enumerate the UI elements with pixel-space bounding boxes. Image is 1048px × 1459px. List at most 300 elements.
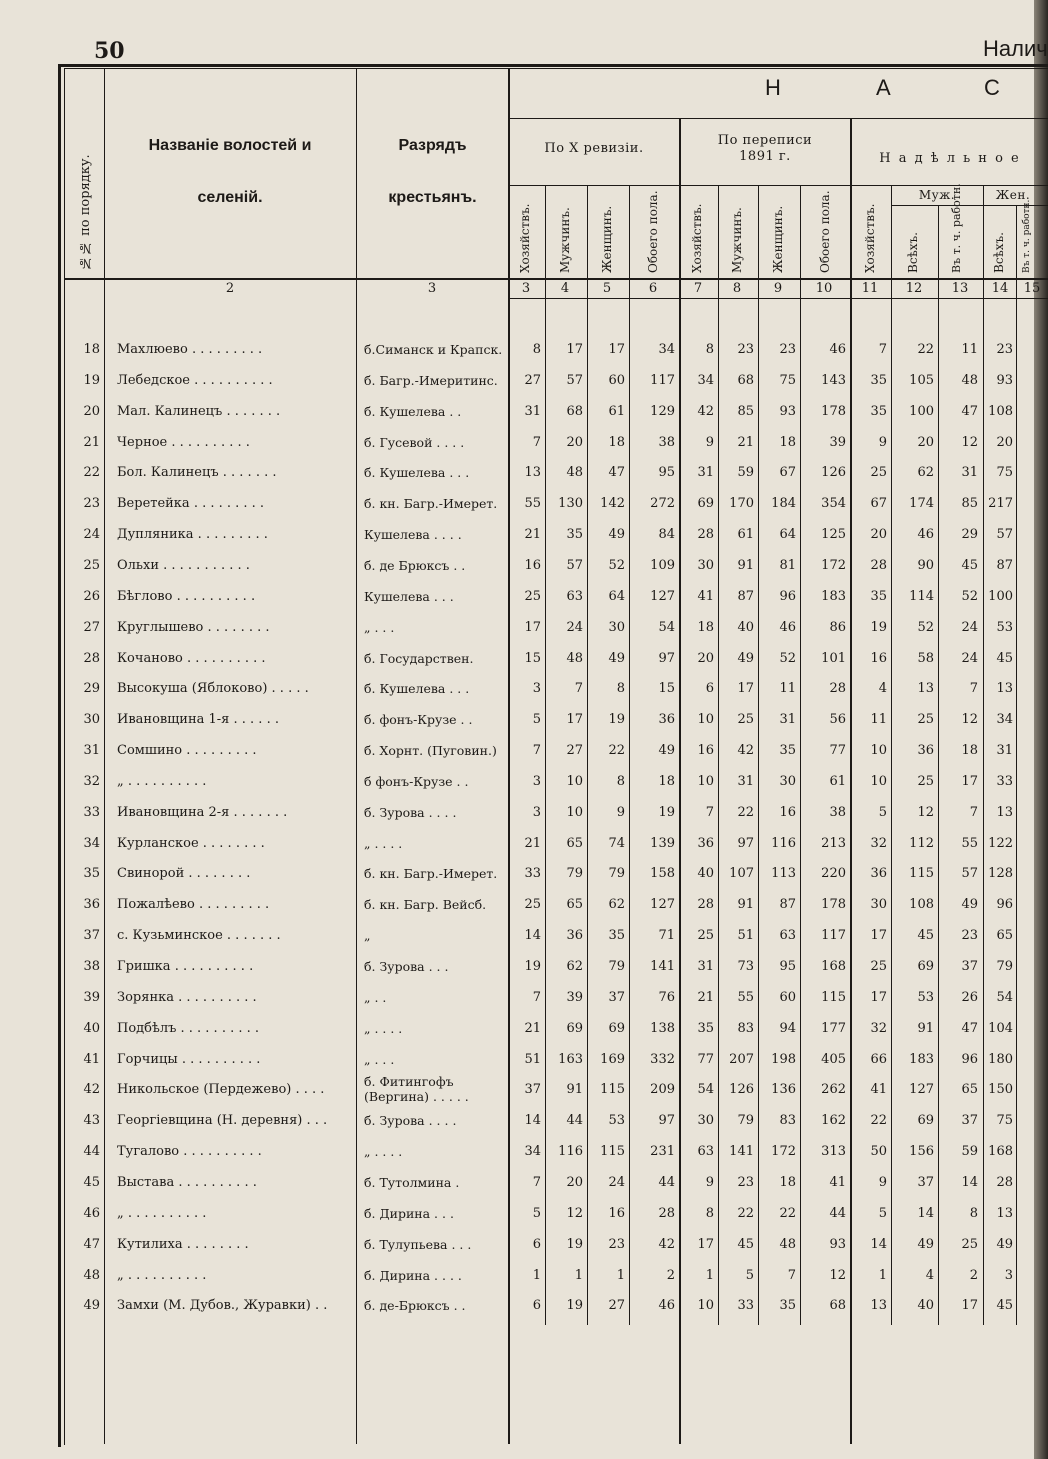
value-cell: 37 (961, 959, 978, 974)
row-number: 30 (83, 712, 100, 727)
value-cell: 79 (996, 959, 1013, 974)
value-cell: 61 (737, 527, 754, 542)
value-cell: 47 (608, 465, 625, 480)
value-cell: 65 (566, 836, 583, 851)
value-cell: 12 (961, 435, 978, 450)
value-cell: 45 (996, 651, 1013, 666)
value-cell: 30 (697, 558, 714, 573)
row-number: 46 (83, 1206, 100, 1221)
value-cell: 17 (566, 712, 583, 727)
settlement-name: Дупляника . . . . . . . . . (117, 527, 268, 542)
row-number: 22 (83, 465, 100, 480)
value-cell: 20 (917, 435, 934, 450)
settlement-name: Выстава . . . . . . . . . . (117, 1175, 257, 1190)
value-cell: 6 (532, 1298, 541, 1313)
header-rule-1 (508, 118, 1048, 119)
value-cell: 41 (829, 1175, 846, 1190)
value-cell: 122 (988, 836, 1013, 851)
settlement-name: Горчицы . . . . . . . . . . (117, 1052, 261, 1067)
value-cell: 108 (988, 404, 1013, 419)
value-cell: 69 (917, 959, 934, 974)
value-cell: 10 (870, 774, 887, 789)
value-cell: 14 (524, 928, 541, 943)
value-cell: 57 (566, 373, 583, 388)
value-cell: 9 (878, 1175, 887, 1190)
value-cell: 9 (878, 435, 887, 450)
value-cell: 35 (779, 1298, 796, 1313)
value-cell: 4 (878, 681, 887, 696)
value-cell: 64 (608, 589, 625, 604)
value-cell: 83 (737, 1021, 754, 1036)
value-cell: 35 (779, 743, 796, 758)
value-cell: 93 (829, 1237, 846, 1252)
value-cell: 53 (996, 620, 1013, 635)
value-cell: 2 (666, 1268, 675, 1283)
column-number: 2 (225, 281, 235, 296)
peasant-category: б. Тутолмина . (364, 1175, 460, 1190)
value-cell: 405 (821, 1052, 846, 1067)
value-cell: 28 (697, 897, 714, 912)
value-cell: 20 (870, 527, 887, 542)
header-sub-men: Муж. (918, 188, 956, 202)
peasant-category: б. кн. Багр.-Имерет. (364, 496, 498, 511)
row-number: 23 (83, 496, 100, 511)
row-number: 19 (83, 373, 100, 388)
value-cell: 96 (779, 589, 796, 604)
row-number: 27 (83, 620, 100, 635)
value-cell: 168 (988, 1144, 1013, 1159)
value-cell: 40 (737, 620, 754, 635)
value-cell: 36 (658, 712, 675, 727)
value-cell: 53 (917, 990, 934, 1005)
settlement-name: Кутилиха . . . . . . . . (117, 1237, 249, 1252)
value-cell: 61 (608, 404, 625, 419)
row-number: 28 (83, 651, 100, 666)
value-cell: 38 (829, 805, 846, 820)
value-cell: 9 (705, 1175, 714, 1190)
value-cell: 74 (608, 836, 625, 851)
value-cell: 66 (870, 1052, 887, 1067)
row-number: 41 (83, 1052, 100, 1067)
value-cell: 77 (829, 743, 846, 758)
value-cell: 17 (737, 681, 754, 696)
value-cell: 35 (697, 1021, 714, 1036)
value-cell: 44 (658, 1175, 675, 1190)
value-cell: 14 (917, 1206, 934, 1221)
value-cell: 28 (870, 558, 887, 573)
settlement-name: Курланское . . . . . . . . (117, 836, 265, 851)
value-cell: 158 (650, 866, 675, 881)
value-cell: 105 (909, 373, 934, 388)
header-sub-women: Жен. (995, 188, 1031, 202)
value-cell: 11 (961, 342, 978, 357)
value-cell: 126 (729, 1082, 754, 1097)
value-cell: 17 (524, 620, 541, 635)
value-cell: 35 (870, 404, 887, 419)
value-cell: 85 (961, 496, 978, 511)
peasant-category: „ . . . (364, 1052, 395, 1067)
column-number: 7 (693, 281, 703, 296)
value-cell: 51 (737, 928, 754, 943)
value-cell: 7 (705, 805, 714, 820)
value-cell: 79 (737, 1113, 754, 1128)
value-cell: 19 (608, 712, 625, 727)
row-number: 48 (83, 1268, 100, 1283)
value-cell: 128 (988, 866, 1013, 881)
value-cell: 16 (524, 558, 541, 573)
value-cell: 56 (829, 712, 846, 727)
value-cell: 16 (697, 743, 714, 758)
value-cell: 177 (821, 1021, 846, 1036)
peasant-category: „ . . . . (364, 1021, 403, 1036)
value-cell: 156 (909, 1144, 934, 1159)
header-group-census-line2: 1891 г. (739, 149, 791, 164)
value-cell: 3 (1004, 1268, 1013, 1283)
value-cell: 19 (566, 1298, 583, 1313)
peasant-category: б. кн. Багр. Вейсб. (364, 897, 487, 912)
header-group-census-line1: По переписи (717, 133, 813, 148)
value-cell: 68 (829, 1298, 846, 1313)
column-number: 4 (560, 281, 570, 296)
settlement-name: Пожалѣево . . . . . . . . . (117, 897, 270, 912)
value-cell: 25 (737, 712, 754, 727)
value-cell: 5 (532, 712, 541, 727)
value-cell: 34 (996, 712, 1013, 727)
value-cell: 1 (616, 1268, 625, 1283)
value-cell: 116 (558, 1144, 583, 1159)
row-number: 31 (83, 743, 100, 758)
value-cell: 21 (524, 836, 541, 851)
value-cell: 83 (779, 1113, 796, 1128)
value-cell: 96 (996, 897, 1013, 912)
settlement-name: Мал. Калинецъ . . . . . . . (117, 404, 281, 419)
value-cell: 126 (821, 465, 846, 480)
value-cell: 180 (988, 1052, 1013, 1067)
peasant-category: б. Кушелева . . . (364, 465, 470, 480)
value-cell: 65 (996, 928, 1013, 943)
value-cell: 38 (658, 435, 675, 450)
value-cell: 49 (608, 651, 625, 666)
row-number: 25 (83, 558, 100, 573)
row-number: 40 (83, 1021, 100, 1036)
value-cell: 27 (524, 373, 541, 388)
header-x-both: Обоего пола. (646, 190, 660, 273)
value-cell: 17 (961, 774, 978, 789)
row-number: 32 (83, 774, 100, 789)
row-number: 36 (83, 897, 100, 912)
header-n-men-working: Въ т. ч. работн. (950, 183, 963, 273)
value-cell: 32 (870, 1021, 887, 1036)
value-cell: 55 (524, 496, 541, 511)
value-cell: 40 (697, 866, 714, 881)
value-cell: 115 (600, 1144, 625, 1159)
value-cell: 3 (532, 805, 541, 820)
value-cell: 17 (870, 990, 887, 1005)
row-number: 21 (83, 435, 100, 450)
value-cell: 64 (779, 527, 796, 542)
value-cell: 37 (917, 1175, 934, 1190)
value-cell: 7 (969, 681, 978, 696)
value-cell: 41 (697, 589, 714, 604)
header-c-women: Женщинъ. (771, 205, 785, 273)
header-name-line1: Названiе волостей и (148, 137, 312, 154)
value-cell: 10 (697, 774, 714, 789)
value-cell: 67 (779, 465, 796, 480)
value-cell: 34 (658, 342, 675, 357)
value-cell: 37 (961, 1113, 978, 1128)
row-number: 45 (83, 1175, 100, 1190)
value-cell: 25 (917, 712, 934, 727)
value-cell: 169 (600, 1052, 625, 1067)
value-cell: 79 (608, 866, 625, 881)
value-cell: 49 (961, 897, 978, 912)
value-cell: 178 (821, 897, 846, 912)
value-cell: 23 (737, 1175, 754, 1190)
value-cell: 39 (829, 435, 846, 450)
value-cell: 14 (524, 1113, 541, 1128)
value-cell: 22 (737, 1206, 754, 1221)
value-cell: 90 (917, 558, 934, 573)
value-cell: 115 (909, 866, 934, 881)
value-cell: 13 (870, 1298, 887, 1313)
value-cell: 48 (566, 651, 583, 666)
row-number: 44 (83, 1144, 100, 1159)
row-number: 42 (83, 1082, 100, 1097)
settlement-name: Георгiевщина (Н. деревня) . . . (117, 1113, 328, 1128)
value-cell: 272 (650, 496, 675, 511)
peasant-category: б. Зурова . . . (364, 959, 449, 974)
value-cell: 207 (729, 1052, 754, 1067)
value-cell: 35 (870, 589, 887, 604)
value-cell: 60 (779, 990, 796, 1005)
value-cell: 36 (566, 928, 583, 943)
value-cell: 125 (821, 527, 846, 542)
settlement-name: Высокуша (Яблоково) . . . . . (117, 681, 309, 696)
value-cell: 28 (697, 527, 714, 542)
divider-col-14 (1016, 205, 1017, 1325)
value-cell: 91 (917, 1021, 934, 1036)
value-cell: 19 (566, 1237, 583, 1252)
value-cell: 31 (697, 465, 714, 480)
value-cell: 18 (608, 435, 625, 450)
value-cell: 39 (566, 990, 583, 1005)
value-cell: 30 (697, 1113, 714, 1128)
value-cell: 172 (821, 558, 846, 573)
value-cell: 172 (771, 1144, 796, 1159)
value-cell: 31 (961, 465, 978, 480)
value-cell: 30 (608, 620, 625, 635)
value-cell: 65 (566, 897, 583, 912)
divider-col-5 (629, 185, 630, 1325)
value-cell: 79 (608, 959, 625, 974)
value-cell: 25 (870, 465, 887, 480)
settlement-name: Черное . . . . . . . . . . (117, 435, 250, 450)
value-cell: 1 (532, 1268, 541, 1283)
value-cell: 54 (996, 990, 1013, 1005)
value-cell: 40 (917, 1298, 934, 1313)
section-letter-2: А (876, 75, 891, 100)
value-cell: 22 (779, 1206, 796, 1221)
value-cell: 24 (961, 651, 978, 666)
value-cell: 127 (650, 897, 675, 912)
value-cell: 42 (737, 743, 754, 758)
header-category-line1: Разрядъ (398, 137, 467, 154)
value-cell: 75 (996, 1113, 1013, 1128)
value-cell: 48 (961, 373, 978, 388)
value-cell: 7 (787, 1268, 796, 1283)
value-cell: 49 (737, 651, 754, 666)
divider-col-order (104, 68, 105, 1444)
peasant-category: б. Государствен. (364, 651, 474, 666)
value-cell: 141 (650, 959, 675, 974)
value-cell: 95 (779, 959, 796, 974)
section-letter-3: С (984, 75, 1000, 100)
value-cell: 183 (909, 1052, 934, 1067)
value-cell: 313 (821, 1144, 846, 1159)
settlement-name: Зорянка . . . . . . . . . . (117, 990, 257, 1005)
value-cell: 21 (524, 1021, 541, 1036)
peasant-category: б. Кушелева . . . (364, 681, 470, 696)
value-cell: 49 (996, 1237, 1013, 1252)
value-cell: 108 (909, 897, 934, 912)
value-cell: 22 (870, 1113, 887, 1128)
value-cell: 85 (737, 404, 754, 419)
value-cell: 10 (566, 774, 583, 789)
peasant-category: б. Гусевой . . . . (364, 435, 465, 450)
peasant-category: б фонъ-Крузе . . (364, 774, 469, 789)
value-cell: 33 (524, 866, 541, 881)
value-cell: 17 (961, 1298, 978, 1313)
row-number: 35 (83, 866, 100, 881)
value-cell: 100 (909, 404, 934, 419)
value-cell: 45 (917, 928, 934, 943)
value-cell: 27 (566, 743, 583, 758)
peasant-category: „ . . (364, 990, 387, 1005)
value-cell: 138 (650, 1021, 675, 1036)
row-number: 34 (83, 836, 100, 851)
value-cell: 45 (996, 1298, 1013, 1313)
value-cell: 127 (909, 1082, 934, 1097)
value-cell: 25 (961, 1237, 978, 1252)
value-cell: 31 (737, 774, 754, 789)
row-number: 38 (83, 959, 100, 974)
value-cell: 117 (650, 373, 675, 388)
value-cell: 47 (961, 404, 978, 419)
value-cell: 220 (821, 866, 846, 881)
settlement-name: Кочаново . . . . . . . . . . (117, 651, 266, 666)
peasant-category: б. Тулупьева . . . (364, 1237, 472, 1252)
value-cell: 116 (771, 836, 796, 851)
value-cell: 9 (705, 435, 714, 450)
row-number: 47 (83, 1237, 100, 1252)
value-cell: 60 (608, 373, 625, 388)
value-cell: 37 (608, 990, 625, 1005)
settlement-name: Круглышево . . . . . . . . (117, 620, 270, 635)
value-cell: 48 (566, 465, 583, 480)
value-cell: 93 (996, 373, 1013, 388)
value-cell: 23 (737, 342, 754, 357)
value-cell: 76 (658, 990, 675, 1005)
settlement-name: Веретейка . . . . . . . . . (117, 496, 265, 511)
column-number: 10 (815, 281, 833, 296)
value-cell: 16 (608, 1206, 625, 1221)
value-cell: 87 (779, 897, 796, 912)
value-cell: 97 (658, 651, 675, 666)
value-cell: 97 (737, 836, 754, 851)
value-cell: 55 (961, 836, 978, 851)
value-cell: 114 (909, 589, 934, 604)
value-cell: 3 (532, 774, 541, 789)
value-cell: 11 (870, 712, 887, 727)
value-cell: 33 (737, 1298, 754, 1313)
value-cell: 217 (988, 496, 1013, 511)
value-cell: 23 (996, 342, 1013, 357)
value-cell: 95 (658, 465, 675, 480)
value-cell: 354 (821, 496, 846, 511)
value-cell: 7 (532, 743, 541, 758)
value-cell: 25 (917, 774, 934, 789)
value-cell: 7 (532, 1175, 541, 1190)
value-cell: 63 (566, 589, 583, 604)
value-cell: 50 (870, 1144, 887, 1159)
value-cell: 24 (608, 1175, 625, 1190)
corner-title: Налич (983, 36, 1048, 61)
settlement-name: Сомшино . . . . . . . . . (117, 743, 257, 758)
value-cell: 94 (779, 1021, 796, 1036)
value-cell: 184 (771, 496, 796, 511)
row-number: 39 (83, 990, 100, 1005)
value-cell: 87 (737, 589, 754, 604)
header-x-men: Мужчинъ. (558, 207, 572, 273)
divider-col-9 (800, 185, 801, 1325)
peasant-category: б. Багр.-Имеритинс. (364, 373, 498, 388)
value-cell: 13 (996, 681, 1013, 696)
header-n-households: Хозяйствъ. (863, 203, 877, 273)
value-cell: 178 (821, 404, 846, 419)
value-cell: 81 (779, 558, 796, 573)
settlement-name: Свинорой . . . . . . . . (117, 866, 251, 881)
value-cell: 130 (558, 496, 583, 511)
value-cell: 91 (737, 897, 754, 912)
value-cell: 15 (658, 681, 675, 696)
value-cell: 45 (737, 1237, 754, 1252)
value-cell: 36 (870, 866, 887, 881)
value-cell: 62 (566, 959, 583, 974)
value-cell: 18 (779, 1175, 796, 1190)
value-cell: 65 (961, 1082, 978, 1097)
value-cell: 129 (650, 404, 675, 419)
peasant-category: „ . . . (364, 620, 395, 635)
settlement-name: „ . . . . . . . . . . (117, 1206, 207, 1221)
settlement-name: „ . . . . . . . . . . (117, 774, 207, 789)
value-cell: 20 (566, 1175, 583, 1190)
peasant-category: б. Кушелева . . (364, 404, 462, 419)
value-cell: 14 (961, 1175, 978, 1190)
value-cell: 31 (779, 712, 796, 727)
value-cell: 75 (996, 465, 1013, 480)
header-rule-bottom (64, 278, 1048, 280)
value-cell: 71 (658, 928, 675, 943)
value-cell: 52 (608, 558, 625, 573)
value-cell: 231 (650, 1144, 675, 1159)
value-cell: 31 (996, 743, 1013, 758)
column-number: 12 (905, 281, 923, 296)
value-cell: 63 (697, 1144, 714, 1159)
value-cell: 47 (961, 1021, 978, 1036)
header-rule-2 (508, 185, 1048, 186)
peasant-category: б. де-Брюксъ . . (364, 1298, 466, 1313)
value-cell: 4 (925, 1268, 934, 1283)
